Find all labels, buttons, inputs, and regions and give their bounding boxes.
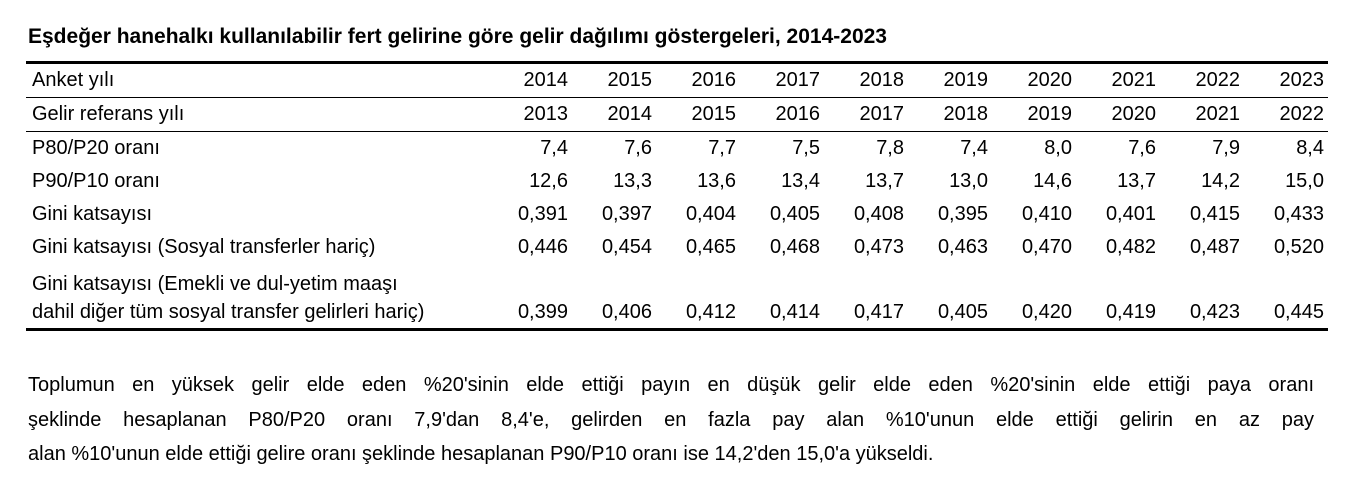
value-cell: 13,7 xyxy=(865,170,904,192)
paragraph-line: Toplumun en yüksek gelir elde eden %20'sinin elde ettiği payın en düşük gelir elde eden %20'sinin elde ettiği paya oranı xyxy=(28,374,1314,396)
value-cell: 0,454 xyxy=(601,236,652,258)
year-cell: 2018 xyxy=(824,63,908,98)
value-cell: 0,423 xyxy=(1160,264,1244,330)
year-cell: 2017 xyxy=(824,98,908,132)
value-cell: 0,406 xyxy=(572,264,656,330)
income-distribution-table xyxy=(26,61,1328,331)
value-cell: 13,7 xyxy=(1117,170,1156,192)
row-label xyxy=(26,264,488,330)
value-cell: 0,487 xyxy=(1189,236,1240,258)
value-cell: 0,401 xyxy=(1105,203,1156,225)
year-cell: 2020 xyxy=(1076,98,1160,132)
table-row xyxy=(26,198,1328,231)
table-row xyxy=(26,165,1328,198)
value-cell: 0,520 xyxy=(1273,236,1324,258)
value-cell: 7,9 xyxy=(1212,137,1240,159)
paragraph-line: şeklinde hesaplanan P80/P20 oranı 7,9'dan 8,4'e, gelirden en fazla pay alan %10'unun elde ettiği gelirin en az pay xyxy=(28,408,1314,431)
value-cell: 7,5 xyxy=(792,137,820,159)
value-cell: 0,412 xyxy=(656,264,740,330)
value-cell: 13,4 xyxy=(781,170,820,192)
year-cell: 2022 xyxy=(1160,63,1244,98)
value-cell: 0,404 xyxy=(685,203,736,225)
value-cell: 14,2 xyxy=(1201,170,1240,192)
value-cell: 0,419 xyxy=(1076,264,1160,330)
summary-paragraph xyxy=(28,368,1314,472)
table-row xyxy=(26,231,1328,264)
value-cell: 0,405 xyxy=(769,203,820,225)
year-cell: 2021 xyxy=(1076,63,1160,98)
value-cell: 7,4 xyxy=(540,137,568,159)
row-label: P90/P10 oranı xyxy=(32,170,160,192)
value-cell: 0,415 xyxy=(1189,203,1240,225)
value-cell: 15,0 xyxy=(1285,170,1324,192)
value-cell: 12,6 xyxy=(529,170,568,192)
year-cell: 2016 xyxy=(656,63,740,98)
value-cell: 0,468 xyxy=(769,236,820,258)
value-cell: 0,445 xyxy=(1244,264,1328,330)
year-cell: 2021 xyxy=(1160,98,1244,132)
value-cell: 0,482 xyxy=(1105,236,1156,258)
value-cell: 0,395 xyxy=(937,203,988,225)
year-cell: 2013 xyxy=(488,98,572,132)
value-cell: 0,417 xyxy=(824,264,908,330)
value-cell: 8,0 xyxy=(1044,137,1072,159)
value-cell: 14,6 xyxy=(1033,170,1072,192)
year-cell: 2015 xyxy=(656,98,740,132)
year-cell: 2017 xyxy=(740,63,824,98)
value-cell: 0,399 xyxy=(488,264,572,330)
table-row xyxy=(26,264,1328,330)
value-cell: 0,446 xyxy=(517,236,568,258)
value-cell: 0,433 xyxy=(1273,203,1324,225)
year-cell: 2023 xyxy=(1244,63,1328,98)
year-cell: 2014 xyxy=(488,63,572,98)
year-cell: 2020 xyxy=(992,63,1076,98)
value-cell: 0,473 xyxy=(853,236,904,258)
value-cell: 7,6 xyxy=(1128,137,1156,159)
row-label: Gelir referans yılı xyxy=(26,98,488,132)
value-cell: 0,397 xyxy=(601,203,652,225)
value-cell: 0,391 xyxy=(517,203,568,225)
year-cell: 2022 xyxy=(1244,98,1328,132)
row-label-line: Gini katsayısı (Emekli ve dul-yetim maaşı xyxy=(32,273,398,295)
value-cell: 7,8 xyxy=(876,137,904,159)
value-cell: 7,4 xyxy=(960,137,988,159)
row-label: P80/P20 oranı xyxy=(32,137,160,159)
row-label: Gini katsayısı (Sosyal transferler hariç) xyxy=(32,236,376,258)
value-cell: 13,0 xyxy=(949,170,988,192)
value-cell: 8,4 xyxy=(1296,137,1324,159)
value-cell: 0,463 xyxy=(937,236,988,258)
header-row-survey-year xyxy=(26,63,1328,98)
year-cell: 2019 xyxy=(908,63,992,98)
value-cell: 13,6 xyxy=(697,170,736,192)
year-cell: 2019 xyxy=(992,98,1076,132)
value-cell: 7,6 xyxy=(624,137,652,159)
value-cell: 0,420 xyxy=(992,264,1076,330)
value-cell: 0,465 xyxy=(685,236,736,258)
value-cell: 0,405 xyxy=(908,264,992,330)
year-cell: 2016 xyxy=(740,98,824,132)
year-cell: 2014 xyxy=(572,98,656,132)
paragraph-line: alan %10'unun elde ettiği gelire oranı şeklinde hesaplanan P90/P10 oranı ise 14,2'den 15,0'a yükseldi. xyxy=(28,443,934,465)
row-label: Anket yılı xyxy=(26,63,488,98)
year-cell: 2015 xyxy=(572,63,656,98)
row-label-line: dahil diğer tüm sosyal transfer gelirleri hariç) xyxy=(32,301,425,323)
header-row-reference-year xyxy=(26,98,1328,132)
year-cell: 2018 xyxy=(908,98,992,132)
value-cell: 7,7 xyxy=(708,137,736,159)
value-cell: 13,3 xyxy=(613,170,652,192)
value-cell: 0,408 xyxy=(853,203,904,225)
table-row xyxy=(26,132,1328,166)
value-cell: 0,414 xyxy=(740,264,824,330)
table-title: Eşdeğer hanehalkı kullanılabilir fert gelirine göre gelir dağılımı göstergeleri, 2014-2023 xyxy=(28,25,887,48)
row-label: Gini katsayısı xyxy=(32,203,153,225)
value-cell: 0,410 xyxy=(1021,203,1072,225)
value-cell: 0,470 xyxy=(1021,236,1072,258)
